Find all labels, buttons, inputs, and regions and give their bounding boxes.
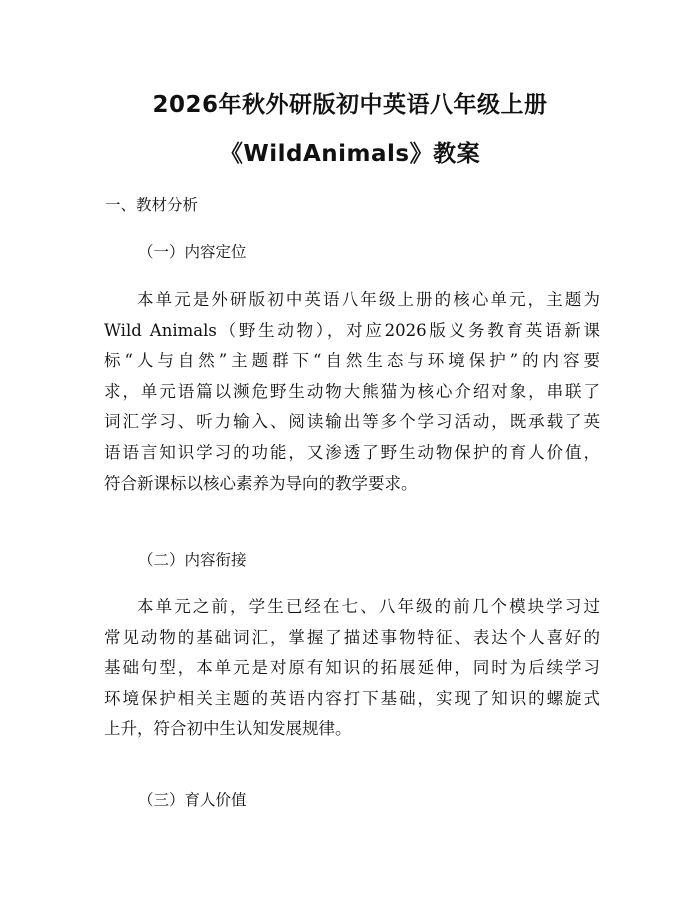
subsection-heading-educational-value: （三）育人价值 (138, 791, 247, 809)
paragraph-line: 上升，符合初中生认知发展规律。 (104, 719, 352, 739)
paragraph-line: 本单元之前，学生已经在七、八年级的前几个模块学习过 (137, 597, 600, 616)
subsection-heading-content-connection: （二）内容衔接 (138, 551, 247, 569)
paragraph-content-connection (104, 592, 600, 745)
paragraph-line: 环境保护相关主题的英语内容打下基础，实现了知识的螺旋式 (104, 688, 600, 708)
document-title: 2026年秋外研版初中英语八年级上册 (152, 92, 548, 118)
paragraph-line: 常见动物的基础词汇，掌握了描述事物特征、表达个人喜好的 (104, 627, 600, 647)
document-subtitle: 《WildAnimals》教案 (219, 141, 481, 167)
paragraph-line: 求，单元语篇以濒危野生动物大熊猫为核心介绍对象，串联了 (104, 381, 600, 401)
subsection-heading-content-positioning: （一）内容定位 (138, 243, 247, 261)
paragraph-line: 本单元是外研版初中英语八年级上册的核心单元，主题为 (137, 290, 600, 309)
paragraph-content-positioning (104, 285, 600, 499)
paragraph-line: Wild Animals（野生动物），对应2026版义务教育英语新课 (104, 320, 600, 340)
paragraph-line: 词汇学习、听力输入、阅读输出等多个学习活动，既承载了英 (104, 412, 600, 432)
paragraph-line: 基础句型，本单元是对原有知识的拓展延伸，同时为后续学习 (104, 658, 600, 678)
paragraph-line: 语语言知识学习的功能，又渗透了野生动物保护的育人价值， (104, 442, 600, 462)
section-heading-textbook-analysis: 一、教材分析 (105, 196, 199, 214)
paragraph-line: 标“人与自然”主题群下“自然生态与环境保护”的内容要 (104, 351, 600, 371)
paragraph-line: 符合新课标以核心素养为导向的教学要求。 (104, 473, 418, 493)
